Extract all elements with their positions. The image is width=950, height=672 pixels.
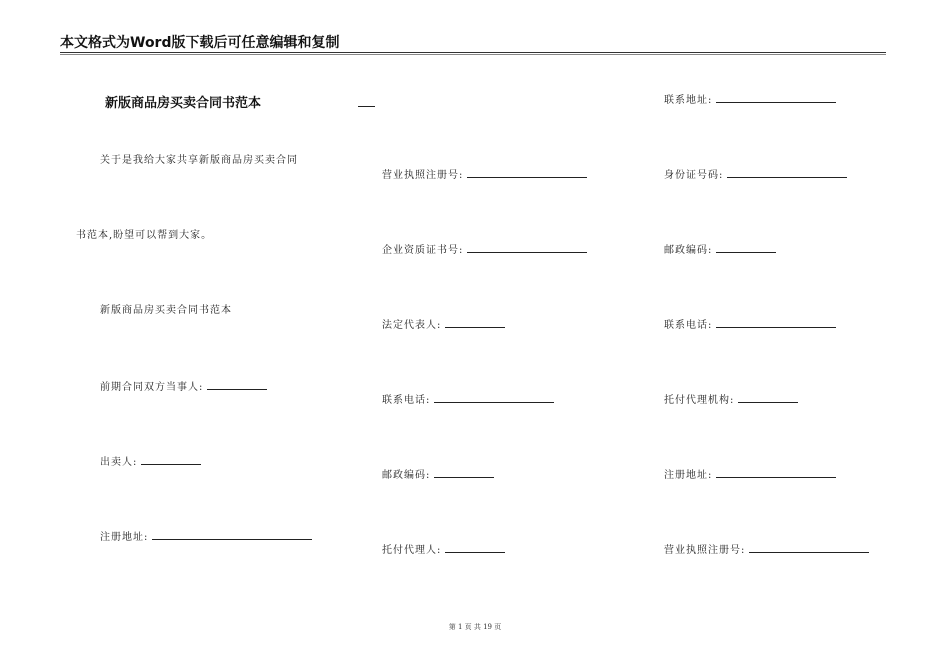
field-seller xyxy=(100,454,201,470)
fill-blank xyxy=(716,92,836,103)
field-label: 托付代理人: xyxy=(382,545,442,556)
intro-line-2: 书范本,盼望可以帮到大家。 xyxy=(76,230,213,241)
field-label: 营业执照注册号: xyxy=(382,170,464,181)
field-parties xyxy=(100,379,267,395)
field-legal-rep xyxy=(382,317,505,333)
field-postcode xyxy=(382,467,494,483)
fill-blank xyxy=(434,392,554,403)
field-label: 联系电话: xyxy=(382,395,431,406)
field-phone-2 xyxy=(664,317,836,333)
document-subtitle: 新版商品房买卖合同书范本 xyxy=(100,305,232,316)
field-phone xyxy=(382,392,554,408)
header-divider xyxy=(60,52,886,53)
fill-blank xyxy=(716,467,836,478)
field-agent xyxy=(382,542,505,558)
field-label: 托付代理机构: xyxy=(664,395,735,406)
field-label: 联系电话: xyxy=(664,320,713,331)
field-agency xyxy=(664,392,798,408)
field-label: 邮政编码: xyxy=(382,470,431,481)
field-label: 前期合同双方当事人: xyxy=(100,382,204,393)
field-contact-address xyxy=(664,92,836,108)
fill-blank xyxy=(152,529,312,540)
intro-line-1: 关于是我给大家共享新版商品房买卖合同 xyxy=(100,155,298,166)
fill-blank xyxy=(716,242,776,253)
field-label: 注册地址: xyxy=(664,470,713,481)
fill-blank xyxy=(467,242,587,253)
fill-blank xyxy=(738,392,798,403)
field-business-license xyxy=(382,167,587,183)
fill-blank xyxy=(749,542,869,553)
page-footer: 第 1 页 共 19 页 xyxy=(448,623,502,631)
field-label: 注册地址: xyxy=(100,532,149,543)
field-label: 身份证号码: xyxy=(664,170,724,181)
field-label: 营业执照注册号: xyxy=(664,545,746,556)
fill-blank xyxy=(716,317,836,328)
fill-blank xyxy=(467,167,587,178)
fill-blank xyxy=(445,542,505,553)
field-label: 邮政编码: xyxy=(664,245,713,256)
field-qualification-cert xyxy=(382,242,587,258)
fill-blank xyxy=(207,379,267,390)
field-label: 出卖人: xyxy=(100,457,138,468)
header-divider-thin xyxy=(60,54,886,55)
field-label: 企业资质证书号: xyxy=(382,245,464,256)
field-registered-address xyxy=(100,529,312,545)
document-title: 新版商品房买卖合同书范本 xyxy=(105,96,262,111)
fill-blank xyxy=(727,167,847,178)
field-registered-address-2 xyxy=(664,467,836,483)
field-label: 联系地址: xyxy=(664,95,713,106)
fill-blank xyxy=(141,454,201,465)
title-blank-line xyxy=(358,106,375,107)
field-postcode-2 xyxy=(664,242,776,258)
field-label: 法定代表人: xyxy=(382,320,442,331)
fill-blank xyxy=(445,317,505,328)
fill-blank xyxy=(434,467,494,478)
page-header: 本文格式为Word版下载后可任意编辑和复制 xyxy=(60,35,340,51)
field-business-license-2 xyxy=(664,542,869,558)
field-id-number xyxy=(664,167,847,183)
